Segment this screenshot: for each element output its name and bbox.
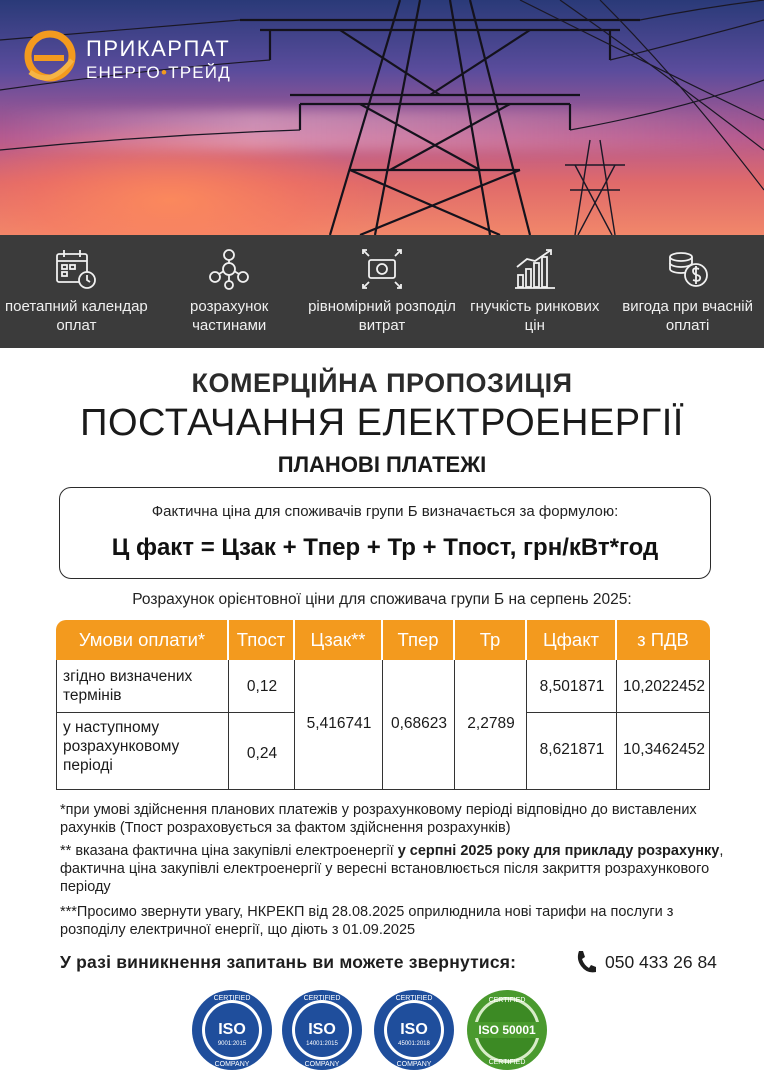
offer-title: КОМЕРЦІЙНА ПРОПОЗИЦІЯ xyxy=(191,368,573,398)
header-czak: Цзак** xyxy=(310,629,366,650)
header-divider xyxy=(615,620,617,660)
svg-text:CERTIFIED: CERTIFIED xyxy=(488,1059,526,1066)
svg-text:COMPANY: COMPANY xyxy=(304,1061,340,1068)
feature-label: вигода при вчасній оплаті xyxy=(622,298,753,334)
price-table xyxy=(56,620,710,790)
svg-text:ISO: ISO xyxy=(400,1021,428,1038)
footnote-2 xyxy=(60,842,730,896)
formula-intro: Фактична ціна для споживачів групи Б визначається за формулою: xyxy=(151,503,619,520)
svg-text:COMPANY: COMPANY xyxy=(396,1061,432,1068)
iso-14001-badge xyxy=(280,988,364,1072)
header-tper: Тпер xyxy=(397,629,439,650)
header-payment-terms: Умови оплати* xyxy=(78,629,206,650)
row2-condition: у наступному розрахунковому періоді xyxy=(63,719,180,774)
footnote-2-bold: у серпні 2025 року для прикладу розрахунку xyxy=(397,843,720,859)
formula-box xyxy=(59,487,711,579)
row-divider xyxy=(57,712,294,713)
offer-subheading: ПЛАНОВІ ПЛАТЕЖІ xyxy=(277,452,487,477)
iso-45001-badge xyxy=(372,988,456,1072)
feature-calendar xyxy=(0,235,153,348)
certification-badges xyxy=(0,988,764,1078)
logo-name: ПРИКАРПАТ xyxy=(86,36,231,61)
feature-label: рівномірний розподіл витрат xyxy=(308,298,456,334)
svg-text:14001:2015: 14001:2015 xyxy=(306,1041,338,1047)
row2-cfact: 8,621871 xyxy=(539,741,605,758)
money-distribution-icon xyxy=(360,247,404,291)
hero-banner xyxy=(0,0,764,235)
header-divider xyxy=(381,620,383,660)
merged-tper: 0,68623 xyxy=(390,715,448,732)
logo-e-icon xyxy=(24,30,76,82)
offer-heading: ПОСТАЧАННЯ ЕЛЕКТРОЕНЕРГІЇ xyxy=(80,402,684,444)
header-vat: з ПДВ xyxy=(637,629,689,650)
feature-label: розрахунок частинами xyxy=(190,298,269,334)
header-tr: Тр xyxy=(479,629,501,650)
svg-text:CERTIFIED: CERTIFIED xyxy=(303,995,341,1002)
company-logo[interactable] xyxy=(24,30,254,90)
svg-text:9001:2015: 9001:2015 xyxy=(217,1041,247,1047)
table-header xyxy=(56,620,710,660)
svg-text:ISO: ISO xyxy=(218,1021,246,1038)
row-divider xyxy=(526,712,710,713)
row1-tpost: 0,12 xyxy=(246,678,278,695)
svg-text:CERTIFIED: CERTIFIED xyxy=(213,995,251,1002)
features-bar xyxy=(0,235,764,348)
header-divider xyxy=(227,620,229,660)
phone-icon xyxy=(575,950,597,974)
footnote-3: ***Просимо звернути увагу, НКРЕКП від 28.08.2025 оприлюднила нові тарифи на послуги з розподілу електричної енергії, що діють з 01.09.2025 xyxy=(60,904,674,938)
coin-stack-icon xyxy=(666,247,710,291)
header-divider xyxy=(453,620,455,660)
row2-vat: 10,3462452 xyxy=(623,741,705,758)
header-divider xyxy=(525,620,527,660)
contact-line xyxy=(60,950,730,976)
logo-sub-right: ТРЕЙД xyxy=(168,63,231,82)
logo-sub-left: ЕНЕРГО xyxy=(86,63,161,82)
feature-benefit xyxy=(611,235,764,348)
feature-distribution xyxy=(306,235,459,348)
calculation-title: Розрахунок орієнтовної ціни для споживача групи Б на серпень 2025: xyxy=(132,591,632,608)
footnote-1: *при умові здійснення планових платежів у розрахунковому періоді відповідно до виставлених рахунків (Тпост розраховується за фактом здійснення розрахунків) xyxy=(60,802,697,836)
merged-czak: 5,416741 xyxy=(306,715,372,732)
header-cfact: Цфакт xyxy=(543,629,599,650)
feature-label: поетапний календар оплат xyxy=(5,298,148,334)
row1-condition: згідно визначених термінів xyxy=(63,668,193,704)
iso-50001-badge xyxy=(465,988,549,1072)
contact-text: У разі виникнення запитань ви можете звернутися: xyxy=(60,952,517,972)
svg-text:CERTIFIED: CERTIFIED xyxy=(395,995,433,1002)
svg-text:ISO 50001: ISO 50001 xyxy=(478,1023,536,1037)
phone-number[interactable]: 050 433 26 84 xyxy=(605,952,717,972)
header-divider xyxy=(293,620,295,660)
svg-text:ISO: ISO xyxy=(308,1021,336,1038)
feature-installments xyxy=(153,235,306,348)
formula-expression: Ц факт = Цзак + Тпер + Тр + Тпост, грн/кВт*год xyxy=(111,534,659,561)
iso-9001-badge xyxy=(190,988,274,1072)
merged-tr: 2,2789 xyxy=(467,715,515,732)
svg-text:CERTIFIED: CERTIFIED xyxy=(488,997,526,1004)
footnote-2-c: , фактична ціна закупівлі електроенергії у вересні встановлюється після закриття розрахункового періоду xyxy=(60,843,724,895)
growth-chart-icon xyxy=(513,247,557,291)
row1-cfact: 8,501871 xyxy=(539,678,605,695)
logo-sub-dot: • xyxy=(160,63,169,82)
svg-text:45001:2018: 45001:2018 xyxy=(398,1041,430,1047)
coins-network-icon xyxy=(207,247,251,291)
row1-vat: 10,2022452 xyxy=(623,678,705,695)
table-body xyxy=(56,660,710,790)
header-tpost: Тпост xyxy=(236,629,286,650)
svg-text:COMPANY: COMPANY xyxy=(214,1061,250,1068)
logo-subtitle xyxy=(86,63,231,83)
footnote-2-a: ** вказана фактична ціна закупівлі електроенергії xyxy=(60,843,398,859)
feature-label: гнучкість ринкових цін xyxy=(470,298,600,334)
feature-flexibility xyxy=(458,235,611,348)
calendar-clock-icon xyxy=(54,247,98,291)
row2-tpost: 0,24 xyxy=(246,745,278,762)
